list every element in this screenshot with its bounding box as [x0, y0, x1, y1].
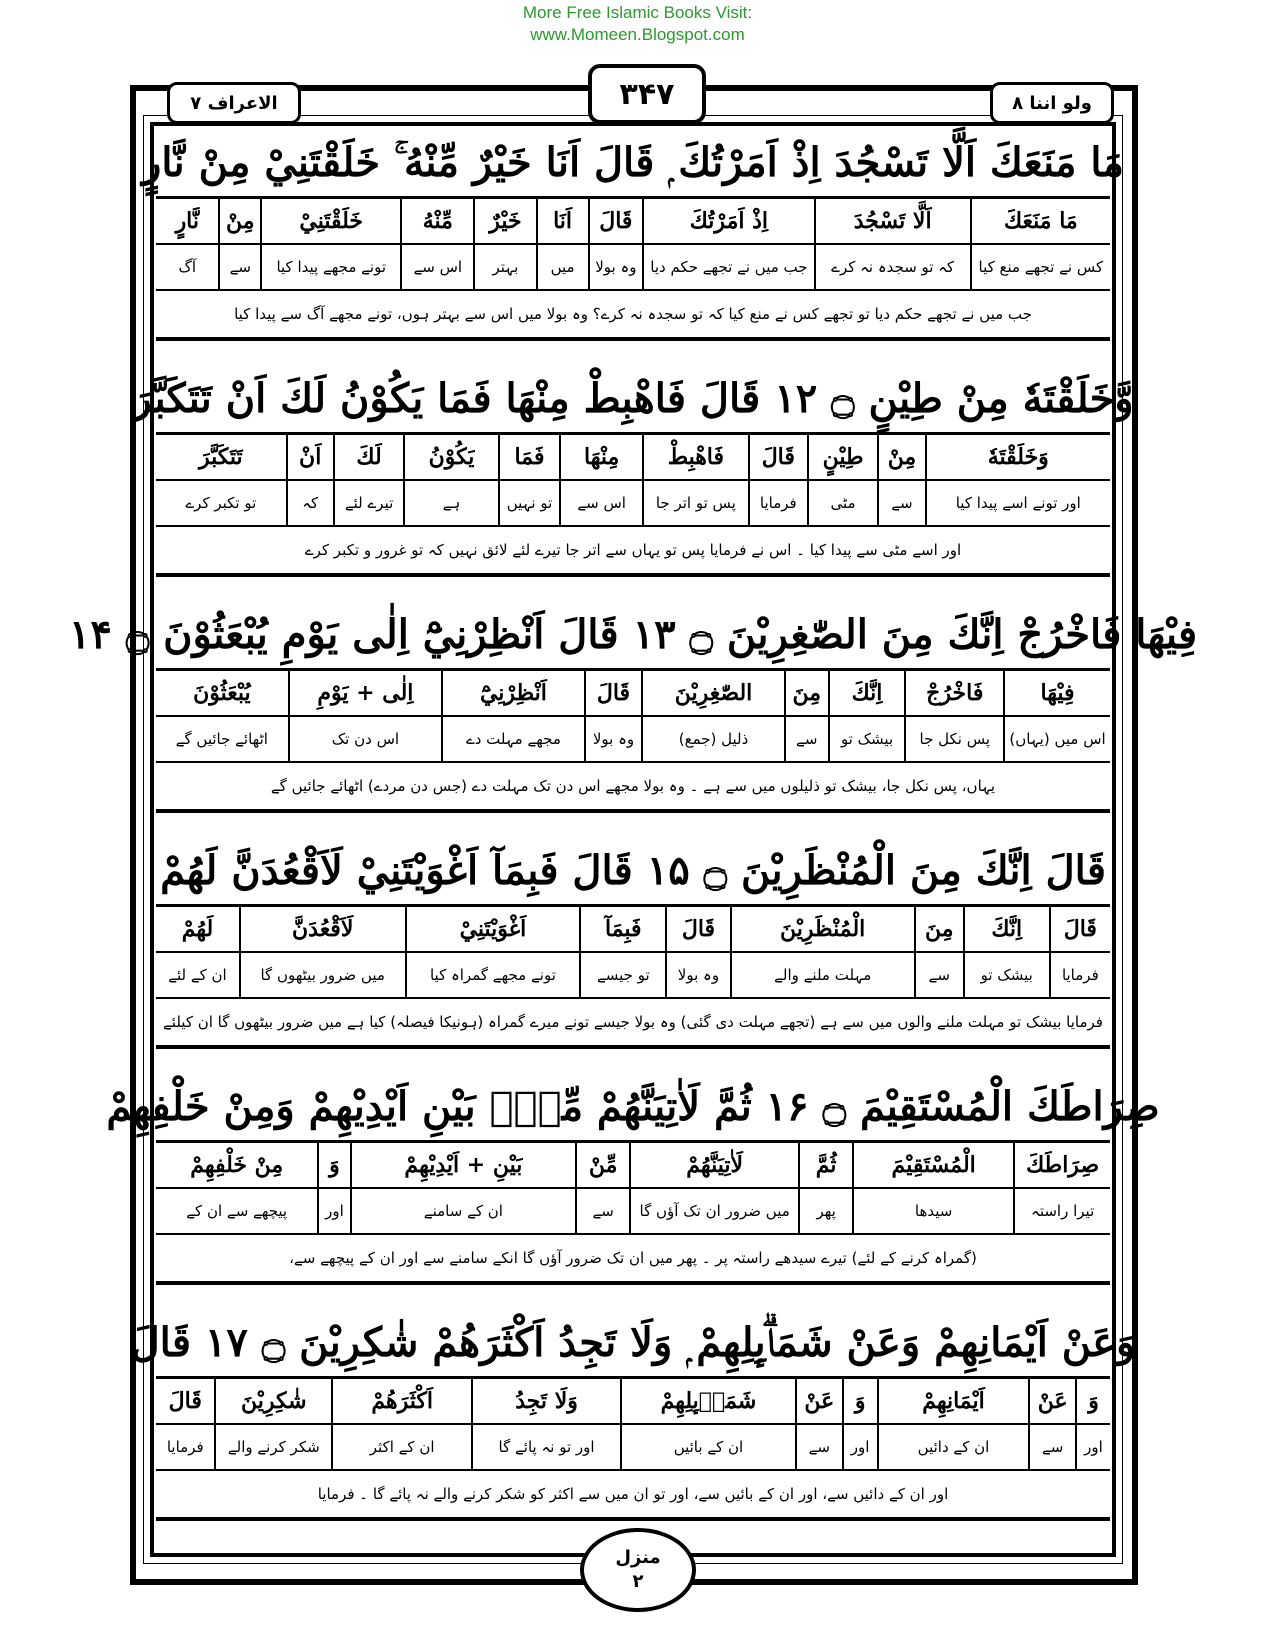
meaning-cell: تو تکبر کرے — [185, 494, 257, 512]
word-cell: لَاٰتِيَنَّهُمْ — [629, 1143, 798, 1187]
meaning-cell: ان کے بائیں — [620, 1425, 795, 1469]
para-name-box — [990, 82, 1114, 124]
meaning-row — [156, 717, 1110, 763]
para-name: ولو اننا ۸ — [1012, 92, 1092, 114]
page-number: ۳۴۷ — [619, 76, 675, 112]
word-row — [156, 671, 1110, 717]
meaning-cell: اس سے — [400, 245, 473, 289]
meaning-cell: فرمایا — [748, 481, 807, 525]
meaning-cell: پس تو اتر جا — [642, 481, 748, 525]
word-cell: مِنْ — [218, 199, 260, 243]
word-cell: اَنْظِرْنِيْٓ — [441, 671, 584, 715]
meaning-cell: بیشک تو — [963, 953, 1049, 997]
meaning-row — [156, 245, 1110, 291]
word-cell: شٰكِرِيْنَ — [214, 1379, 331, 1423]
promo-line-2[interactable]: www.Momeen.Blogspot.com — [530, 25, 745, 44]
urdu-translation: جب میں نے تجھے حکم دیا تو تجھے کس نے منع کیا کہ تو سجدہ نہ کرے؟ وہ بولا میں اس سے بہتر ہوں، تونے مجھے آگ سے پیدا کیا — [156, 291, 1110, 341]
meaning-cell: مہلت ملنے والے — [730, 953, 914, 997]
meaning-cell: پھر — [798, 1189, 852, 1233]
word-row — [156, 435, 1110, 481]
word-cell: اِذْ اَمَرْتُكَ — [642, 199, 814, 243]
meaning-cell: وہ بولا — [588, 245, 643, 289]
manzil-badge — [580, 1528, 696, 1612]
word-cell: اَغْوَيْتَنِيْ — [405, 907, 580, 951]
word-cell: الصّٰغِرِيْنَ — [641, 671, 784, 715]
urdu-translation: فرمایا بیشک تو مہلت ملنے والوں میں سے ہے (تجھے مہلت دی گئی) وہ بولا جیسے تونے میرے گمراہ (ہونیکا فیصلہ) کیا ہے میں ضرور بیٹھوں گا ان کیلئے — [156, 999, 1110, 1049]
manzil-label: منزل — [615, 1547, 661, 1568]
surah-name: الاعراف ۷ — [190, 92, 278, 114]
word-cell: اَلَّا تَسْجُدَ — [814, 199, 970, 243]
verse-section — [130, 1308, 1136, 1521]
meaning-row — [156, 1425, 1110, 1471]
meaning-cell: وہ بولا — [665, 953, 729, 997]
verse-section — [132, 364, 1134, 577]
meaning-cell: پس نکل جا — [904, 717, 1003, 761]
word-cell: مَا مَنَعَكَ — [970, 199, 1110, 243]
meaning-cell: اس سے — [559, 481, 641, 525]
meaning-cell: سے — [218, 245, 260, 289]
word-cell: وَلَا تَجِدُ — [471, 1379, 620, 1423]
word-cell: اِلٰى + يَوْمِ — [288, 671, 442, 715]
meaning-cell: کس نے تجھے منع کیا — [970, 245, 1110, 289]
meaning-cell: سے — [575, 1189, 629, 1233]
urdu-translation: یہاں، پس نکل جا، بیشک تو ذلیلوں میں سے ہے ۔ وہ بولا مجھے اس دن تک مہلت دے (جس دن مردے) اٹھائے جائیں گے — [156, 763, 1110, 813]
word-cell: قَالَ — [588, 199, 643, 243]
word-cell: مِنَ — [914, 907, 963, 951]
word-cell: فَاخْرُجْ — [904, 671, 1003, 715]
word-cell: اَنْ — [286, 435, 333, 479]
verse-section — [106, 1072, 1160, 1285]
meaning-cell: وہ بولا — [584, 717, 642, 761]
word-cell: اَنَا — [536, 199, 588, 243]
meaning-cell: میں ضرور ان تک آؤں گا — [629, 1189, 798, 1233]
word-row — [156, 907, 1110, 953]
meaning-cell: ان کے دائیں — [877, 1425, 1029, 1469]
manzil-number: ۲ — [632, 1571, 644, 1592]
word-cell: نَّارٍ — [175, 208, 200, 234]
meaning-cell: تونے مجھے پیدا کیا — [260, 245, 400, 289]
meaning-cell: سے — [784, 717, 828, 761]
meaning-row — [156, 953, 1110, 999]
meaning-cell: اس دن تک — [288, 717, 442, 761]
meaning-cell: تونے مجھے گمراہ کیا — [405, 953, 580, 997]
word-cell: اِنَّكَ — [828, 671, 905, 715]
word-cell: اَيْمَانِهِمْ — [877, 1379, 1029, 1423]
verse-section — [142, 128, 1124, 341]
meaning-cell: پیچھے سے ان کے — [186, 1202, 288, 1220]
word-cell: الْمُنْظَرِيْنَ — [730, 907, 914, 951]
word-cell: يَكُوْنُ — [403, 435, 497, 479]
word-row — [156, 1379, 1110, 1425]
arabic-verse: مَا مَنَعَكَ اَلَّا تَسْجُدَ اِذْ اَمَرْتُكَ ۭ قَالَ اَنَا خَيْرٌ مِّنْهُ ۚ خَلَقْتَنِيْ مِنْ نَّارٍ — [156, 128, 1110, 199]
meaning-cell: فرمایا — [166, 1438, 204, 1456]
word-cell: فَبِمَآ — [579, 907, 665, 951]
meaning-cell: تیرے لئے — [333, 481, 404, 525]
word-cell: مِنْ خَلْفِهِمْ — [190, 1152, 284, 1178]
meaning-cell: فرمایا — [1049, 953, 1110, 997]
word-cell: عَنْ — [795, 1379, 842, 1423]
arabic-verse: وَعَنْ اَيْمَانِهِمْ وَعَنْ شَمَاۗىِٕلِهِمْ ۭ وَلَا تَجِدُ اَكْثَرَهُمْ شٰكِرِيْنَ ۝ ۱۷ قَالَ — [156, 1308, 1110, 1379]
urdu-translation: اور ان کے دائیں سے، اور ان کے بائیں سے، اور تو ان میں سے اکثر کو شکر کرنے والے نہ پائے گا ۔ فرمایا — [156, 1471, 1110, 1521]
word-cell: الْمُسْتَقِيْمَ — [852, 1143, 1013, 1187]
meaning-cell: سے — [877, 481, 924, 525]
word-cell: وَ — [317, 1143, 349, 1187]
word-cell: مِنْهَا — [559, 435, 641, 479]
meaning-row — [156, 1189, 1110, 1235]
word-cell: مِنْ — [877, 435, 924, 479]
meaning-cell: اور تو نہ پائے گا — [471, 1425, 620, 1469]
meaning-cell: تو جیسے — [579, 953, 665, 997]
meaning-cell: اور تونے اسے پیدا کیا — [925, 481, 1111, 525]
verse-section — [156, 836, 1110, 1049]
word-cell: خَيْرٌ — [473, 199, 535, 243]
word-cell: قَالَ — [168, 1388, 202, 1414]
urdu-translation: (گمراہ کرنے کے لئے) تیرے سیدھے راستہ پر ۔ پھر میں ان تک ضرور آؤں گا انکے سامنے سے اور ان کے پیچھے سے، — [156, 1235, 1110, 1285]
meaning-cell: ان کے لئے — [168, 966, 227, 984]
meaning-cell: کہ تو سجدہ نہ کرے — [814, 245, 970, 289]
meaning-cell: تو نہیں — [498, 481, 560, 525]
word-row — [156, 1143, 1110, 1189]
meaning-cell: ان کے اکثر — [331, 1425, 471, 1469]
word-cell: بَيْنِ + اَيْدِيْهِمْ — [350, 1143, 576, 1187]
word-cell: مِّنْ — [575, 1143, 629, 1187]
meaning-cell: اس میں (یہاں) — [1003, 717, 1110, 761]
word-cell: مِنَ — [784, 671, 828, 715]
meaning-cell: ہے — [403, 481, 497, 525]
word-cell: طِيْنٍ — [807, 435, 878, 479]
word-cell: خَلَقْتَنِيْ — [260, 199, 400, 243]
meaning-cell: سے — [795, 1425, 842, 1469]
meaning-cell: شکر کرنے والے — [214, 1425, 331, 1469]
verse-section — [68, 600, 1198, 813]
word-cell: شَمَاۗىِٕلِهِمْ — [620, 1379, 795, 1423]
word-cell: لَكَ — [333, 435, 404, 479]
meaning-cell: اٹھائے جائیں گے — [175, 730, 268, 748]
meaning-cell: میں ضرور بیٹھوں گا — [239, 953, 405, 997]
word-cell: عَنْ — [1028, 1379, 1075, 1423]
meaning-cell: اور — [1075, 1425, 1110, 1469]
arabic-verse: فِيْهَا فَاخْرُجْ اِنَّكَ مِنَ الصّٰغِرِيْنَ ۝ ۱۳ قَالَ اَنْظِرْنِيْٓ اِلٰى يَوْمِ يُبْعَثُوْنَ ۝ ۱۴ — [156, 600, 1110, 671]
word-cell: اَكْثَرَهُمْ — [331, 1379, 471, 1423]
word-cell: وَ — [1075, 1379, 1110, 1423]
word-cell: وَ — [842, 1379, 877, 1423]
word-cell: لَهُمْ — [181, 916, 214, 942]
meaning-cell: بہتر — [473, 245, 535, 289]
arabic-verse: وَّخَلَقْتَهٗ مِنْ طِيْنٍ ۝ ۱۲ قَالَ فَاهْبِطْ مِنْهَا فَمَا يَكُوْنُ لَكَ اَنْ تَتَكَبَّرَ — [156, 364, 1110, 435]
word-cell: اِنَّكَ — [963, 907, 1049, 951]
word-cell: فِيْهَا — [1003, 671, 1110, 715]
meaning-cell: جب میں نے تجھے حکم دیا — [642, 245, 814, 289]
word-cell: قَالَ — [748, 435, 807, 479]
word-cell: تَتَكَبَّرَ — [198, 444, 243, 470]
meaning-cell: آگ — [178, 258, 197, 276]
meaning-cell: میں — [536, 245, 588, 289]
word-row — [156, 199, 1110, 245]
word-cell: ثُمَّ — [798, 1143, 852, 1187]
promo-line-1: More Free Islamic Books Visit: — [522, 3, 753, 22]
meaning-cell: اور — [317, 1189, 349, 1233]
meaning-cell: مجھے مہلت دے — [441, 717, 584, 761]
meaning-cell: ان کے سامنے — [350, 1189, 576, 1233]
meaning-cell: مٹی — [807, 481, 878, 525]
meaning-cell: اور — [842, 1425, 877, 1469]
word-cell: فَمَا — [498, 435, 560, 479]
urdu-translation: اور اسے مٹی سے پیدا کیا ۔ اس نے فرمایا پس تو یہاں سے اتر جا تیرے لئے لائق نہیں کہ تو غرور و تکبر کرے — [156, 527, 1110, 577]
word-cell: لَاَقْعُدَنَّ — [239, 907, 405, 951]
meaning-cell: تیرا راستہ — [1013, 1189, 1110, 1233]
word-cell: فَاهْبِطْ — [642, 435, 748, 479]
word-cell: صِرَاطَكَ — [1013, 1143, 1110, 1187]
promo-text — [0, 2, 1275, 46]
meaning-cell: سے — [1028, 1425, 1075, 1469]
meaning-cell: ذلیل (جمع) — [641, 717, 784, 761]
meaning-cell: سیدھا — [852, 1189, 1013, 1233]
meaning-row — [156, 481, 1110, 527]
word-cell: قَالَ — [584, 671, 642, 715]
meaning-cell: کہ — [286, 481, 333, 525]
surah-name-box — [167, 82, 301, 124]
word-cell: وَخَلَقْتَهٗ — [925, 435, 1111, 479]
word-cell: يُبْعَثُوْنَ — [193, 680, 251, 706]
arabic-verse: صِرَاطَكَ الْمُسْتَقِيْمَ ۝ ۱۶ ثُمَّ لَاٰتِيَنَّهُمْ مِّنْۢ بَيْنِ اَيْدِيْهِمْ وَمِنْ خَلْفِهِمْ — [156, 1072, 1110, 1143]
word-cell: قَالَ — [665, 907, 729, 951]
meaning-cell: بیشک تو — [828, 717, 905, 761]
word-cell: مِّنْهُ — [400, 199, 473, 243]
word-cell: قَالَ — [1049, 907, 1110, 951]
arabic-verse: قَالَ اِنَّكَ مِنَ الْمُنْظَرِيْنَ ۝ ۱۵ قَالَ فَبِمَآ اَغْوَيْتَنِيْ لَاَقْعُدَنَّ لَهُمْ — [156, 836, 1110, 907]
page-number-box — [588, 64, 706, 124]
meaning-cell: سے — [914, 953, 963, 997]
